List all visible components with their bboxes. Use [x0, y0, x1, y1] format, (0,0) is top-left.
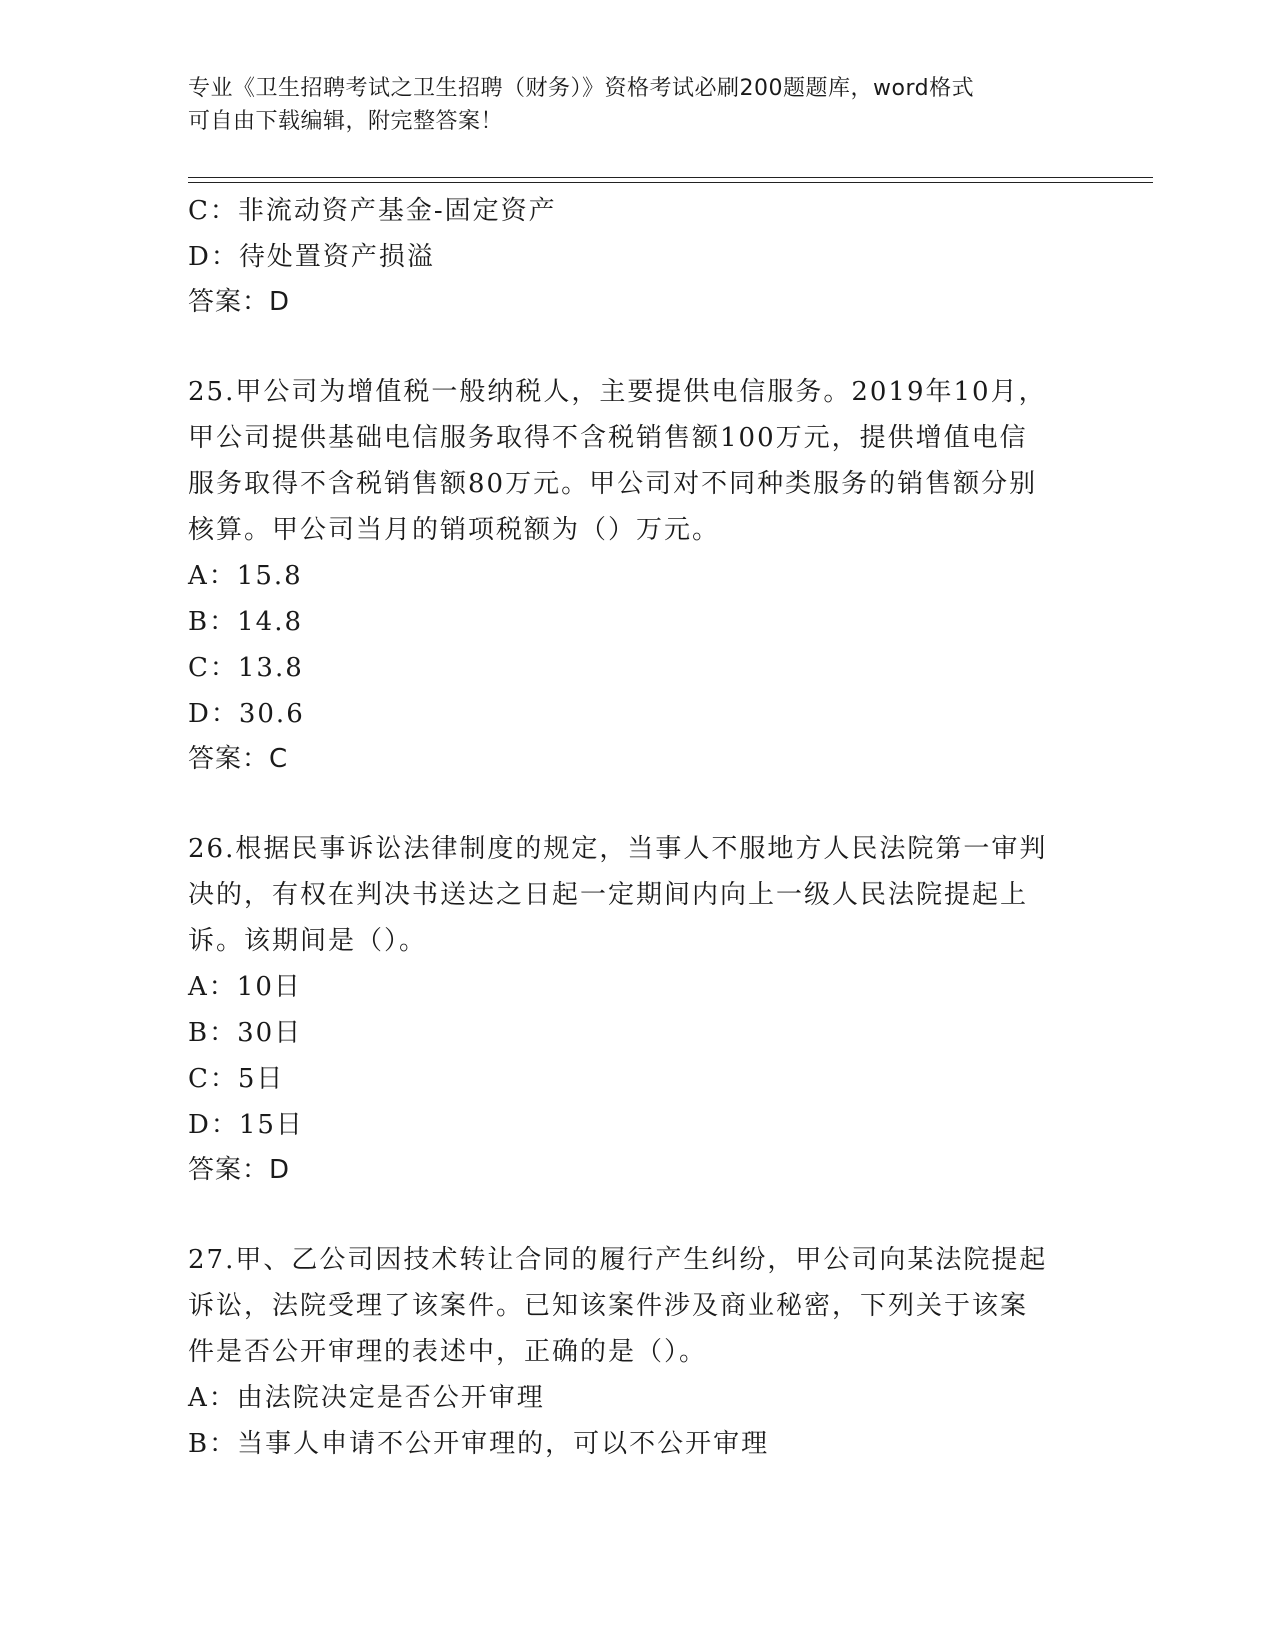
document-body	[188, 188, 1088, 1467]
option-a: A：由法院决定是否公开审理	[188, 1383, 545, 1413]
option-b: B：当事人申请不公开审理的，可以不公开审理	[188, 1429, 770, 1459]
question-line: 27.甲、乙公司因技术转让合同的履行产生纠纷，甲公司向某法院提起	[188, 1245, 1048, 1275]
header-line-2: 可自由下载编辑，附完整答案！	[188, 109, 504, 134]
option-c: C：5日	[188, 1064, 285, 1094]
option-d: D：待处置资产损溢	[188, 242, 435, 272]
option-c: C：13.8	[188, 653, 304, 683]
question-line: 服务取得不含税销售额80万元。甲公司对不同种类服务的销售额分别	[188, 469, 1038, 499]
option-b: B：30日	[188, 1018, 303, 1048]
option-d: D：30.6	[188, 699, 305, 729]
question-25	[188, 369, 1088, 781]
question-line: 诉。该期间是（）。	[188, 926, 428, 956]
header-double-rule	[188, 177, 1153, 183]
question-line: 26.根据民事诉讼法律制度的规定，当事人不服地方人民法院第一审判	[188, 834, 1048, 864]
answer: 答案：D	[188, 1155, 291, 1185]
option-c: C：非流动资产基金-固定资产	[188, 196, 557, 226]
answer: 答案：D	[188, 287, 291, 317]
option-a: A：10日	[188, 972, 302, 1002]
answer: 答案：C	[188, 744, 289, 774]
option-b: B：14.8	[188, 607, 303, 637]
question-line: 决的，有权在判决书送达之日起一定期间内向上一级人民法院提起上	[188, 880, 1029, 910]
option-a: A：15.8	[188, 561, 303, 591]
question-line: 诉讼，法院受理了该案件。已知该案件涉及商业秘密，下列关于该案	[188, 1291, 1029, 1321]
question-26	[188, 826, 1088, 1192]
page-header	[188, 72, 1088, 138]
question-27	[188, 1237, 1088, 1467]
option-d: D：15日	[188, 1110, 304, 1140]
question-line: 25.甲公司为增值税一般纳税人，主要提供电信服务。2019年10月，	[188, 377, 1047, 407]
question-text	[188, 826, 1088, 964]
question-text	[188, 1237, 1088, 1375]
question-line: 甲公司提供基础电信服务取得不含税销售额100万元，提供增值电信	[188, 423, 1028, 453]
partial-question	[188, 188, 1088, 324]
header-line-1: 专业《卫生招聘考试之卫生招聘（财务）》资格考试必刷200题题库，word格式	[188, 76, 975, 101]
question-text	[188, 369, 1088, 553]
question-line: 核算。甲公司当月的销项税额为（）万元。	[188, 515, 721, 545]
question-line: 件是否公开审理的表述中，正确的是（）。	[188, 1337, 708, 1367]
